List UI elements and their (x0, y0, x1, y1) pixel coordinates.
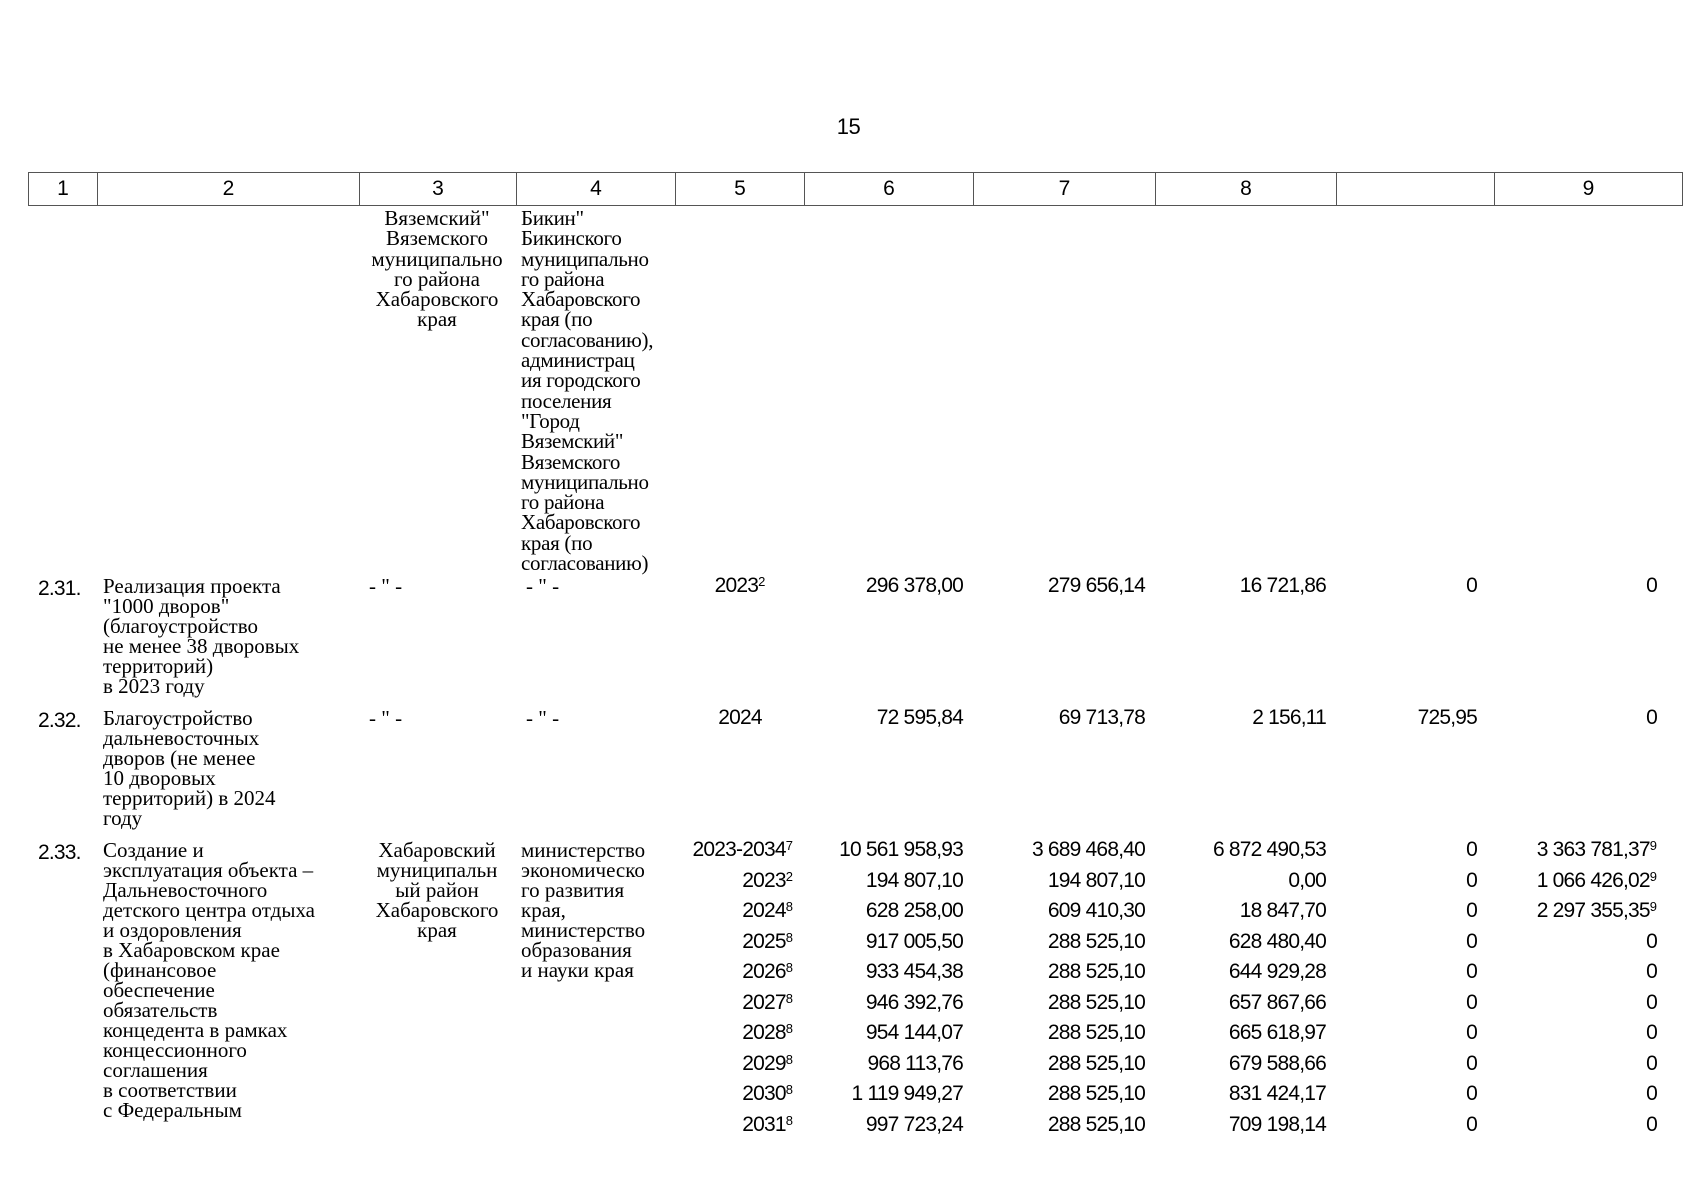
col9-values-value (1482, 571, 1657, 602)
footnote-mark: 7 (785, 838, 793, 853)
cell-value: 0 (1646, 574, 1657, 597)
col7-values-value: 288 525,10 (1047, 1112, 1145, 1136)
col7-values-value: 288 525,10 (1047, 929, 1145, 953)
col8-values-value: 644 929,28 (1228, 960, 1326, 983)
footnote-mark: 2 (785, 868, 793, 884)
col8b-values-value: 0 (1466, 574, 1477, 597)
col8b-values-value: 0 (1466, 1112, 1477, 1136)
col9-values-value (1482, 988, 1657, 1019)
col7-values-value: 288 525,10 (1047, 1082, 1145, 1105)
row-name: Благоустройство дальневосточных дворов (не менее 10 дворовых территорий) в 2024 году (103, 706, 276, 830)
col7-values (975, 835, 1145, 1140)
column-header-2: 2 (97, 172, 360, 206)
year-cell (742, 866, 793, 897)
footnote-mark: 8 (785, 929, 793, 945)
col8b-values-value: 0 (1466, 929, 1477, 953)
year-value: 2023 (714, 574, 759, 597)
footnote-mark: 8 (785, 990, 793, 1006)
row-number: 2.32. (38, 709, 81, 732)
col8-values-value: 16 721,86 (1239, 574, 1326, 597)
row-executor: Хабаровский муниципальн ый район Хабаровского края (375, 838, 499, 942)
col8-values-value: 657 867,66 (1228, 990, 1326, 1014)
column-header-6: 6 (804, 172, 974, 206)
col7-values-value: 279 656,14 (1047, 574, 1145, 597)
cell-value: 0 (1646, 1021, 1657, 1044)
col9-values-value (1482, 866, 1657, 897)
col8-values-value: 831 424,17 (1228, 1082, 1326, 1105)
row-number: 2.31. (38, 577, 81, 600)
col8-values-value: 628 480,40 (1228, 929, 1326, 953)
col9-values-value (1482, 957, 1657, 988)
col6-values (803, 703, 963, 734)
row-executor: - " - (369, 574, 403, 598)
col9-values-value (1482, 1079, 1657, 1110)
col7-values (975, 571, 1145, 602)
col7-values-value: 194 807,10 (1047, 868, 1145, 892)
cell-value: 0 (1646, 929, 1657, 953)
col7-values-value: 609 410,30 (1047, 899, 1145, 922)
continuation-col3: Вяземский" Вяземского муниципально го района Хабаровского края (371, 206, 503, 332)
footnote-mark: 8 (785, 899, 793, 914)
col8b-values (1327, 703, 1477, 734)
footnote-mark: 8 (785, 1021, 793, 1036)
year-cell (742, 957, 793, 988)
continuation-col4: Бикин" Бикинского муниципально го района Хабаровского края (по согласованию), администрац ия городского поселения "Город Вяземский" Вяземского муниципально го района Хабаровского края (по согласованию) (521, 206, 654, 576)
col6-values-value: 968 113,76 (867, 1051, 963, 1075)
col8b-values-value: 725,95 (1417, 706, 1477, 729)
cell-value: 0 (1646, 990, 1657, 1014)
row-executor: - " - (369, 706, 403, 730)
col6-values (803, 835, 963, 1140)
col8-values-value: 0,00 (1288, 868, 1326, 892)
footnote-mark: 8 (785, 1112, 793, 1128)
col6-values-value: 10 561 958,93 (839, 838, 963, 861)
column-header-8: 8 (1155, 172, 1337, 206)
footnote-mark: 9 (1649, 899, 1657, 914)
col8b-values (1327, 835, 1477, 1140)
column-header-3: 3 (359, 172, 517, 206)
col7-values-value: 288 525,10 (1047, 1051, 1145, 1075)
col6-values-value: 296 378,00 (865, 574, 963, 597)
footnote-mark: 2 (758, 574, 766, 589)
column-header-7: 7 (973, 172, 1156, 206)
row-years (676, 835, 793, 1140)
year-cell (742, 988, 793, 1019)
col8-values (1156, 571, 1326, 602)
col6-values-value: 954 144,07 (865, 1021, 963, 1044)
col9-values-value (1482, 703, 1657, 734)
year-value: 2024 (718, 706, 762, 729)
col8-values-value: 679 588,66 (1228, 1051, 1326, 1075)
col8-values-value: 709 198,14 (1228, 1112, 1326, 1136)
col9-values-value (1482, 896, 1657, 927)
row-name: Реализация проекта "1000 дворов" (благоустройство не менее 38 дворовых территорий) в 2023 году (103, 574, 300, 698)
col7-values-value: 3 689 468,40 (1031, 838, 1145, 861)
col8b-values-value: 0 (1466, 899, 1477, 922)
year-value: 2029 (742, 1051, 786, 1075)
col8b-values (1327, 571, 1477, 602)
cell-value: 1 066 426,02 (1536, 868, 1650, 892)
row-name: Создание и эксплуатация объекта – Дальневосточного детского центра отдыха и оздоровления в Хабаровском крае (финансовое обеспечение обязательств концедента в рамках концессионного соглашения в соответствии с Федеральным (103, 838, 315, 1122)
year-value: 2023 (742, 868, 786, 892)
year-cell (715, 571, 766, 602)
cell-value: 0 (1646, 960, 1657, 983)
col8b-values-value: 0 (1466, 1021, 1477, 1044)
col6-values-value: 194 807,10 (865, 868, 963, 892)
year-cell (742, 1110, 793, 1141)
col8b-values-value: 0 (1466, 990, 1477, 1014)
column-header-5: 5 (675, 172, 805, 206)
col6-values-value: 997 723,24 (865, 1112, 963, 1136)
footnote-mark: 8 (785, 1082, 793, 1097)
col8-values-value: 2 156,11 (1252, 706, 1326, 729)
cell-value: 0 (1646, 1082, 1657, 1105)
col8b-values-value: 0 (1466, 868, 1477, 892)
cell-value: 2 297 355,35 (1536, 899, 1650, 922)
footnote-mark: 8 (785, 960, 793, 975)
year-value: 2027 (742, 990, 786, 1014)
col6-values-value: 1 119 949,27 (851, 1082, 963, 1105)
col6-values-value: 933 454,38 (865, 960, 963, 983)
footnote-mark: 8 (785, 1051, 793, 1067)
cell-value: 0 (1646, 706, 1657, 729)
year-cell (693, 835, 793, 866)
row-years (676, 703, 804, 734)
column-header-10: 9 (1494, 172, 1683, 206)
cell-value: 0 (1646, 1112, 1657, 1136)
col6-values-value: 72 595,84 (876, 706, 963, 729)
col6-values-value: 946 392,76 (865, 990, 963, 1014)
year-value: 2030 (742, 1082, 786, 1105)
col9-values (1482, 835, 1657, 1140)
col7-values-value: 288 525,10 (1047, 960, 1145, 983)
footnote-mark: 9 (1649, 868, 1657, 884)
year-cell (742, 1079, 793, 1110)
page-number: 15 (836, 114, 861, 139)
col9-values-value (1482, 927, 1657, 958)
col6-values (803, 571, 963, 602)
col8-values-value: 18 847,70 (1239, 899, 1326, 922)
col7-values (975, 703, 1145, 734)
row-coexecutor: - " - (526, 574, 560, 598)
year-value: 2023-2034 (692, 838, 786, 861)
col7-values-value: 69 713,78 (1058, 706, 1145, 729)
cell-value: 0 (1646, 1051, 1657, 1075)
col7-values-value: 288 525,10 (1047, 1021, 1145, 1044)
col8b-values-value: 0 (1466, 1082, 1477, 1105)
row-number: 2.33. (38, 841, 81, 864)
col8-values-value: 665 618,97 (1228, 1021, 1326, 1044)
col7-values-value: 288 525,10 (1047, 990, 1145, 1014)
year-value: 2026 (742, 960, 786, 983)
year-value: 2025 (742, 929, 786, 953)
year-cell (742, 1049, 793, 1080)
year-value: 2031 (742, 1112, 786, 1136)
column-header-4: 4 (516, 172, 676, 206)
col9-values (1482, 571, 1657, 602)
row-coexecutor: министерство экономическо го развития края, министерство образования и науки края (521, 838, 646, 982)
year-value: 2028 (742, 1021, 786, 1044)
column-header-1: 1 (28, 172, 98, 206)
year-value: 2024 (742, 899, 786, 922)
col8b-values-value: 0 (1466, 960, 1477, 983)
col9-values-value (1482, 1110, 1657, 1141)
col8b-values-value: 0 (1466, 838, 1477, 861)
column-header-9 (1336, 172, 1495, 206)
row-years (676, 571, 804, 602)
footnote-mark: 9 (1649, 838, 1657, 853)
cell-value: 3 363 781,37 (1536, 838, 1650, 861)
col8-values (1156, 835, 1326, 1140)
col6-values-value: 917 005,50 (865, 929, 963, 953)
year-cell (742, 1018, 793, 1049)
col8-values (1156, 703, 1326, 734)
col8-values-value: 6 872 490,53 (1212, 838, 1326, 861)
year-cell (742, 927, 793, 958)
col9-values-value (1482, 835, 1657, 866)
row-coexecutor: - " - (526, 706, 560, 730)
col9-values (1482, 703, 1657, 734)
col9-values-value (1482, 1049, 1657, 1080)
year-cell (742, 896, 793, 927)
col8b-values-value: 0 (1466, 1051, 1477, 1075)
col6-values-value: 628 258,00 (865, 899, 963, 922)
year-cell (718, 703, 762, 734)
col9-values-value (1482, 1018, 1657, 1049)
